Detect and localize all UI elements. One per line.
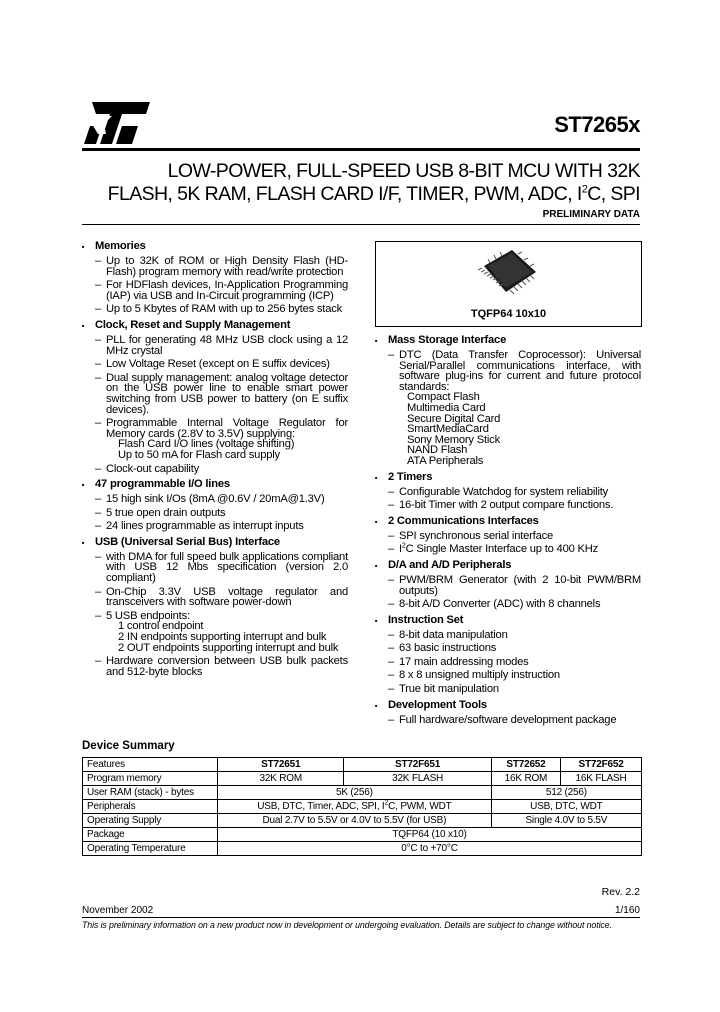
sub-item: SmartMediaCard [407,423,489,436]
table-cell: 32K FLASH [344,772,491,786]
table-header-cell: ST72652 [491,758,560,772]
list-item: – with DMA for full speed bulk applications compliant with USB 12 Mbs specification (version 2.0 compliant) [95,550,348,585]
table-cell: User RAM (stack) - bytes [83,786,218,800]
list-item: – $I^2C$ Single Master Interface up to 400 KHz [388,542,599,556]
package-label: TQFP64 10x10 [470,308,547,320]
right-feature-column [375,334,641,725]
sub-item: Up to 50 mA for Flash card supply [118,448,280,461]
publication-date: November 2002 [82,905,154,916]
list-item: – True bit manipulation [388,683,499,696]
section-title: ■ 2 Timers [375,471,641,484]
table-row [83,828,642,842]
table-cell: Peripherals [83,800,218,814]
table-row [83,786,642,800]
table-cell: 5K (256) [218,786,492,800]
section-title: ■ 47 programmable I/O lines [82,478,348,491]
table-row [83,800,642,814]
table-cell: 16K ROM [491,772,560,786]
table-row [83,814,642,828]
title-line-2: FLASH, 5K RAM, FLASH CARD I/F, TIMER, PWM, ADC, $I^2C$, SPI [107,183,640,205]
list-item: – PWM/BRM Generator (with 2 10-bit PWM/BRM outputs) [388,573,641,597]
chip-package-icon [476,248,542,296]
table-cell: Program memory [83,772,218,786]
table-cell: Package [83,828,218,842]
list-item: – 8 x 8 unsigned multiply instruction [388,669,560,682]
list-item: – Up to 32K of ROM or High Density Flash (HD-Flash) program memory with read/write protection [95,255,348,278]
list-item: – 63 basic instructions [388,642,497,655]
sub-item: Compact Flash [407,391,480,404]
sub-item: Multimedia Card [407,401,486,414]
footer-rule [82,917,640,918]
disclaimer-note: This is preliminary information on a new product now in development or undergoing evaluation. Details are subject to change without notice. [82,920,612,930]
table-cell: 16K FLASH [561,772,642,786]
list-item: – 8-bit A/D Converter (ADC) with 8 channels [388,598,601,611]
sub-item: Sony Memory Stick [407,433,500,446]
table-cell: Operating Supply [83,814,218,828]
list-item: – For HDFlash devices, In-Application Programming (IAP) via USB and In-Circuit programming (ICP) [95,279,348,302]
header-rule [82,148,640,151]
table-cell: 32K ROM [218,772,344,786]
sub-item: 1 control endpoint [118,620,204,633]
sub-item: 2 IN endpoints supporting interrupt and bulk [118,631,327,644]
table-header-cell: Features [83,758,218,772]
list-item: – DTC (Data Transfer Coprocessor): Universal Serial/Parallel communications interface, with software plug-ins for current and future protocol standards: [388,349,641,393]
title-rule [82,224,640,225]
section-title: ■ D/A and A/D Peripherals [375,559,641,572]
section-title: ■ Mass Storage Interface [375,334,641,347]
table-header-cell: ST72651 [218,758,344,772]
sub-item: 2 OUT endpoints supporting interrupt and bulk [118,641,339,654]
section-title: ■ Clock, Reset and Supply Management [82,319,348,332]
list-item: – 5 true open drain outputs [95,506,226,519]
table-row [83,772,642,786]
list-item: – SPI synchronous serial interface [388,529,554,542]
section-title: ■ Memories [82,240,348,253]
table-row [83,842,642,856]
st-logo [82,100,152,146]
list-item: – Configurable Watchdog for system reliability [388,485,609,498]
table-cell: 0°C to +70°C [218,842,642,856]
list-item: – 17 main addressing modes [388,655,529,668]
sub-item: Secure Digital Card [407,412,501,425]
table-cell: USB, DTC, Timer, ADC, SPI, $I^2C$, PWM, WDT [218,800,492,814]
section-title: ■ Instruction Set [375,614,641,627]
preliminary-label: PRELIMINARY DATA [542,209,640,220]
table-cell: Single 4.0V to 5.5V [491,814,641,828]
section-title: ■ 2 Communications Interfaces [375,515,641,528]
list-item: – Clock-out capability [95,462,200,475]
table-cell: 512 (256) [491,786,641,800]
list-item: – 24 lines programmable as interrupt inputs [95,520,304,533]
list-item: – Full hardware/software development package [388,713,617,726]
table-cell: Operating Temperature [83,842,218,856]
list-item: – On-Chip 3.3V USB voltage regulator and transceivers with software power-down [95,585,348,609]
list-item: – 8-bit data manipulation [388,628,508,641]
table-cell: Dual 2.7V to 5.5V or 4.0V to 5.5V (for USB) [218,814,492,828]
list-item: – Low Voltage Reset (except on E suffix devices) [95,358,330,371]
sub-item: ATA Peripherals [407,454,484,467]
device-summary-table [82,757,642,856]
device-summary-title: Device Summary [82,740,175,752]
part-number: ST7265x [554,112,640,137]
sub-item: Flash Card I/O lines (voltage shifting) [118,438,295,451]
revision-label: Rev. 2.2 [601,886,640,898]
list-item: – Dual supply management: analog voltage detector on the USB power line to enable smart power switching from USB power to battery (on E suffix devices). [95,371,348,416]
list-item: – PLL for generating 48 MHz USB clock using a 12 MHz crystal [95,333,348,357]
list-item: – Up to 5 Kbytes of RAM with up to 256 bytes stack [95,303,343,316]
list-item: – 5 USB endpoints: [95,609,190,622]
package-figure [375,241,642,327]
table-row [83,758,642,772]
sub-item: NAND Flash [407,444,468,457]
title-line-1: LOW-POWER, FULL-SPEED USB 8-BIT MCU WITH 32K [167,160,640,182]
table-cell: TQFP64 (10 x10) [218,828,642,842]
section-title: ■ Development Tools [375,699,641,712]
left-feature-column [82,240,348,677]
table-header-cell: ST72F652 [561,758,642,772]
list-item: – 15 high sink I/Os (8mA @0.6V / 20mA@1.3V) [95,493,325,506]
table-cell: USB, DTC, WDT [491,800,641,814]
table-header-cell: ST72F651 [344,758,491,772]
list-item: – Programmable Internal Voltage Regulator for Memory cards (2.8V to 3.5V) supplying: [95,417,348,440]
section-title: ■ USB (Universal Serial Bus) Interface [82,536,348,549]
list-item: – Hardware conversion between USB bulk packets and 512-byte blocks [95,655,348,678]
list-item: – 16-bit Timer with 2 output compare functions. [388,499,614,512]
page-number: 1/160 [614,905,640,916]
